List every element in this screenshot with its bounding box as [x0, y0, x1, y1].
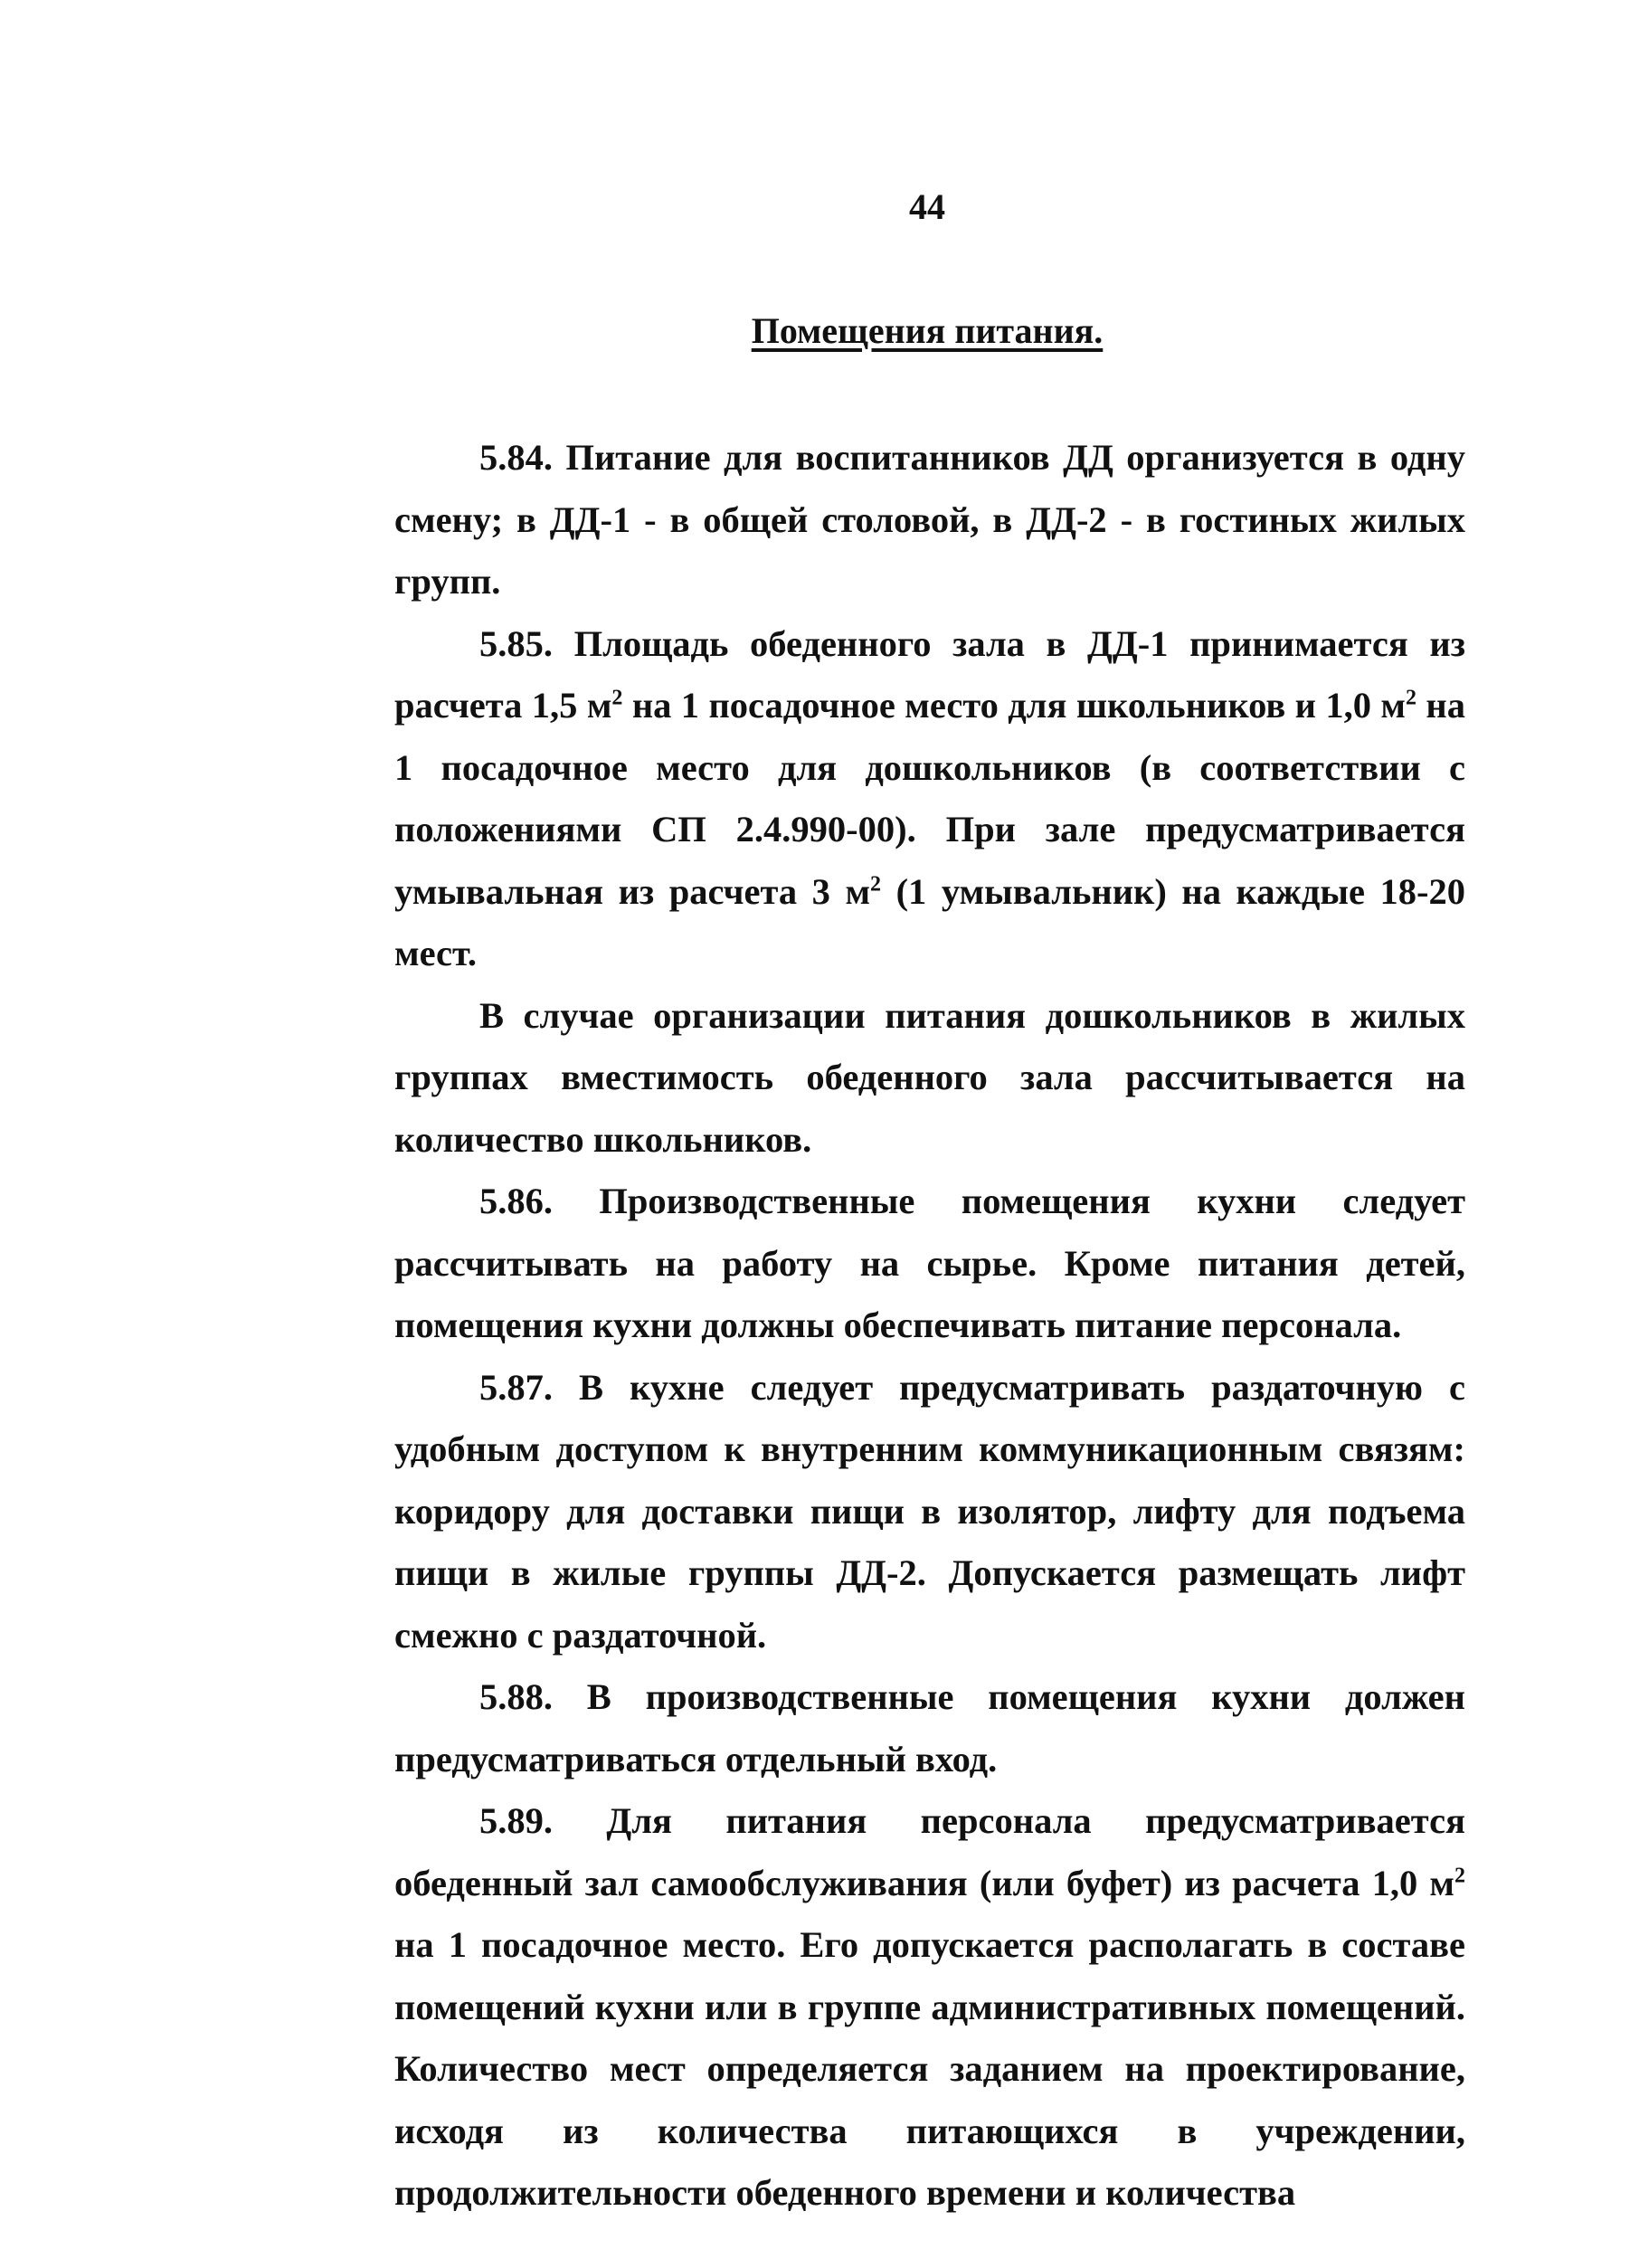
paragraph-5-85	[394, 613, 1465, 985]
superscript-2: 2	[1454, 1864, 1465, 1887]
paragraph-5-89-part-a: 5.89. Для питания персонала предусматривается обеденный зал самообслуживания (или буфет) из расчета 1,0 м	[394, 1800, 1465, 1903]
page-number: 44	[909, 186, 945, 227]
paragraph-5-85-note: В случае организации питания дошкольников в жилых группах вместимость обеденного зала рассчитывается на количество школьников.	[394, 994, 1465, 1160]
superscript-2: 2	[1406, 686, 1417, 710]
paragraph-5-88: 5.88. В производственные помещения кухни должен предусматриваться отдельный вход.	[394, 1676, 1465, 1779]
document-body	[394, 427, 1465, 2225]
paragraph-5-85-part-b: на 1 посадочное место для школьников и 1,0 м	[622, 685, 1407, 726]
paragraph-5-85-part-c: на 1 посадочное место для дошкольников (в соответствии с положениями СП 2.4.990-00). При зале предусматривается умывальная из расчета 3 м	[394, 685, 1466, 912]
paragraph-5-84: 5.84. Питание для воспитанников ДД организуется в одну смену; в ДД-1 - в общей столовой, в ДД-2 - в гостиных жилых групп.	[394, 437, 1465, 602]
superscript-2: 2	[611, 686, 623, 710]
section-title: Помещения питания.	[751, 310, 1104, 351]
paragraph-5-85-part-a: 5.85. Площадь обеденного зала в ДД-1 принимается из расчета 1,5 м	[394, 622, 1465, 726]
paragraph-5-86: 5.86. Производственные помещения кухни следует рассчитывать на работу на сырье. Кроме питания детей, помещения кухни должны обеспечивать питание персонала.	[394, 1181, 1465, 1345]
paragraph-5-89-part-b: на 1 посадочное место. Его допускается располагать в составе помещений кухни или в группе административных помещений. Количество мест определяется заданием на проектирование, исходя из количества питающихся в учреждении, продолжительности обеденного времени и количества	[394, 1924, 1465, 2213]
paragraph-5-87: 5.87. В кухне следует предусматривать раздаточную с удобным доступом к внутренним коммуникационным связям: коридору для доставки пищи в изолятор, лифту для подъема пищи в жилые группы ДД-2. Допускается размещать лифт смежно с раздаточной.	[394, 1366, 1465, 1656]
paragraph-5-89	[394, 1790, 1465, 2225]
superscript-2: 2	[870, 872, 882, 896]
paragraph-5-85-part-d: (1 умывальник) на каждые 18-20 мест.	[394, 870, 1465, 973]
